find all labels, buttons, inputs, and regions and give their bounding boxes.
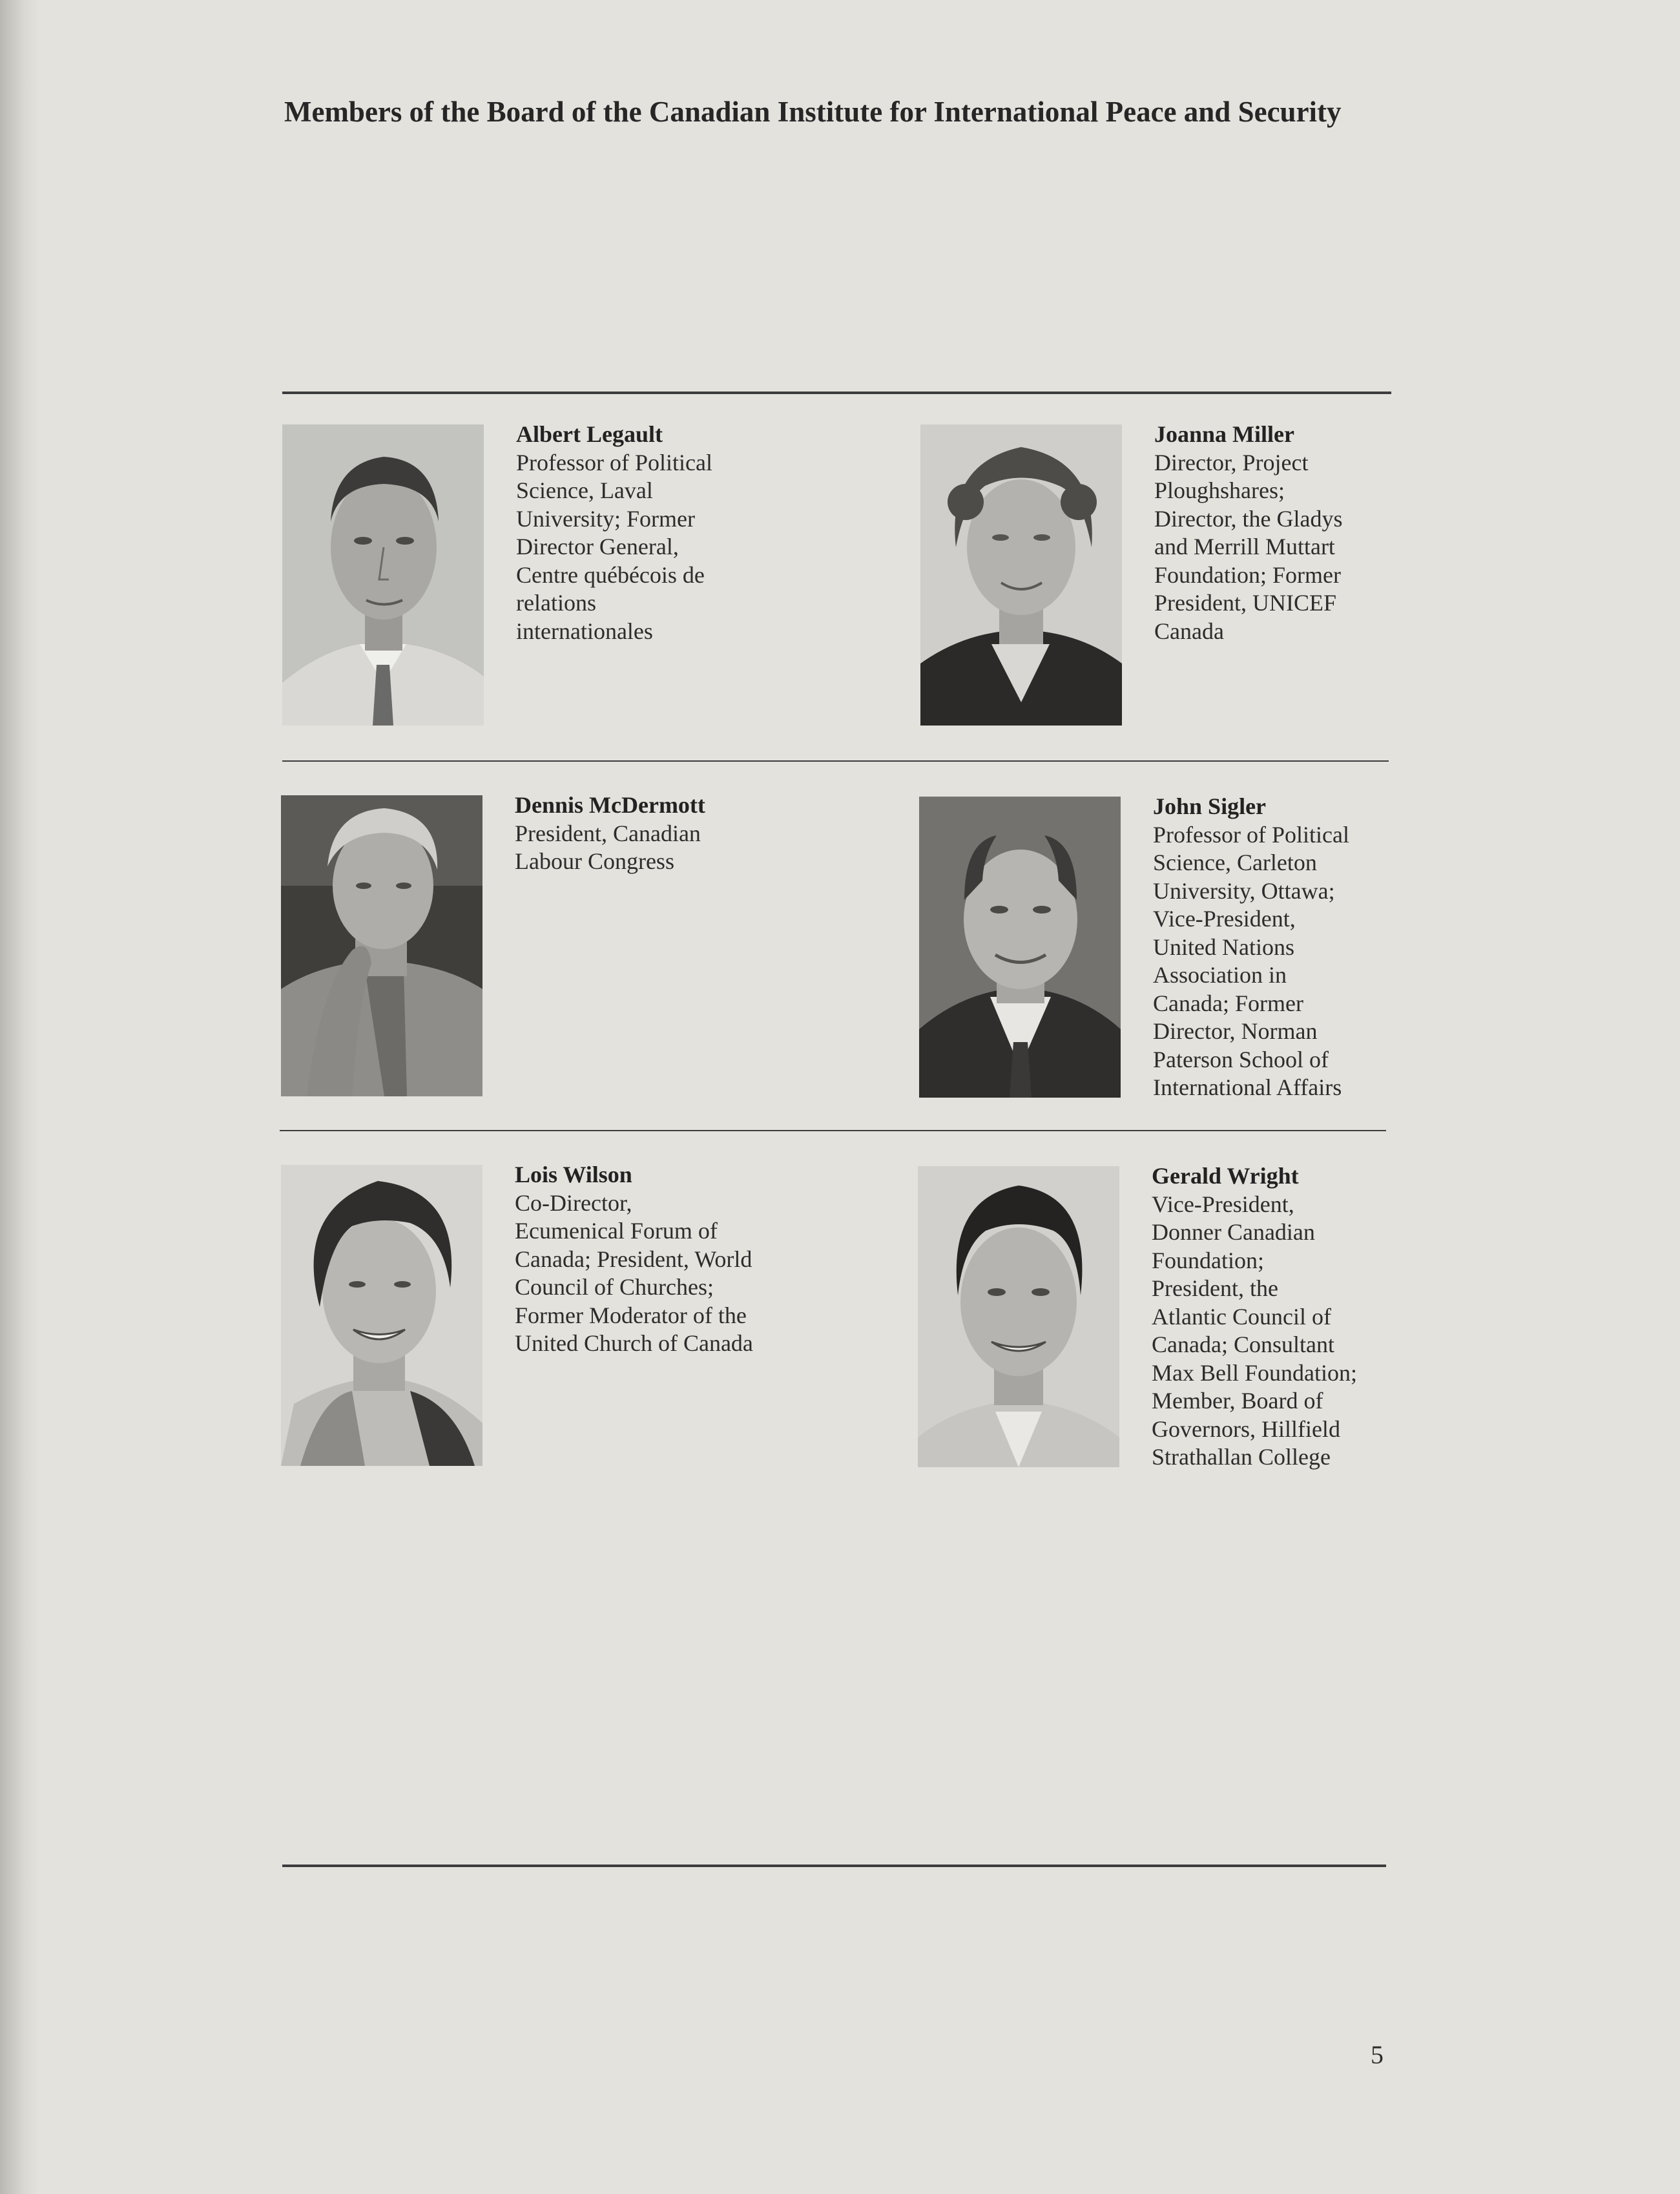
member-name: Lois Wilson	[515, 1162, 632, 1187]
portrait-photo	[281, 1165, 482, 1466]
member-description: Co-Director, Ecumenical Forum of Canada; President, World Council of Churches; Former Moderator of the United Church of Canada	[515, 1189, 753, 1356]
member-bio	[1154, 421, 1451, 645]
portrait-photo	[920, 424, 1122, 726]
member-lois-wilson	[281, 1162, 804, 1468]
page-number: 5	[1371, 2040, 1384, 2069]
member-dennis-mcdermott	[281, 792, 804, 1099]
top-divider	[282, 392, 1391, 394]
member-name: Albert Legault	[516, 421, 663, 447]
member-description: Director, Project Ploughshares; Director, the Gladys and Merrill Muttart Foundation; Former President, UNICEF Canada	[1154, 449, 1343, 644]
page-title: Members of the Board of the Canadian Institute for International Peace and Security	[284, 96, 1342, 128]
row-divider	[282, 760, 1389, 762]
bottom-divider	[282, 1865, 1386, 1867]
portrait-photo	[281, 795, 482, 1096]
row-divider	[280, 1130, 1386, 1131]
member-name: Dennis McDermott	[515, 792, 705, 818]
member-description: President, Canadian Labour Congress	[515, 820, 701, 874]
member-bio	[1152, 1162, 1449, 1472]
member-description: Professor of Political Science, Laval University; Former Director General, Centre québécois de relations internationales	[516, 449, 712, 644]
member-john-sigler	[919, 793, 1442, 1100]
member-albert-legault	[282, 421, 805, 728]
member-name: John Sigler	[1153, 793, 1267, 819]
member-bio	[516, 421, 813, 645]
member-description: Professor of Political Science, Carleton University, Ottawa; Vice-President, United Nations Association in Canada; Former Director, Norman Paterson School of International Affairs	[1153, 821, 1349, 1100]
member-description: Vice-President, Donner Canadian Foundation; President, the Atlantic Council of Canada; Consultant Max Bell Foundation; Member, Board of Governors, Hillfield Strathallan College	[1152, 1191, 1357, 1470]
portrait-photo	[282, 424, 484, 726]
member-bio	[1153, 793, 1450, 1102]
member-name: Joanna Miller	[1154, 421, 1294, 447]
portrait-photo	[919, 797, 1121, 1098]
member-joanna-miller	[920, 421, 1444, 728]
member-name: Gerald Wright	[1152, 1163, 1299, 1189]
member-bio	[515, 791, 812, 876]
member-bio	[515, 1161, 812, 1358]
member-gerald-wright	[918, 1163, 1441, 1470]
portrait-photo	[918, 1166, 1119, 1467]
page-edge-shadow	[0, 0, 39, 2194]
